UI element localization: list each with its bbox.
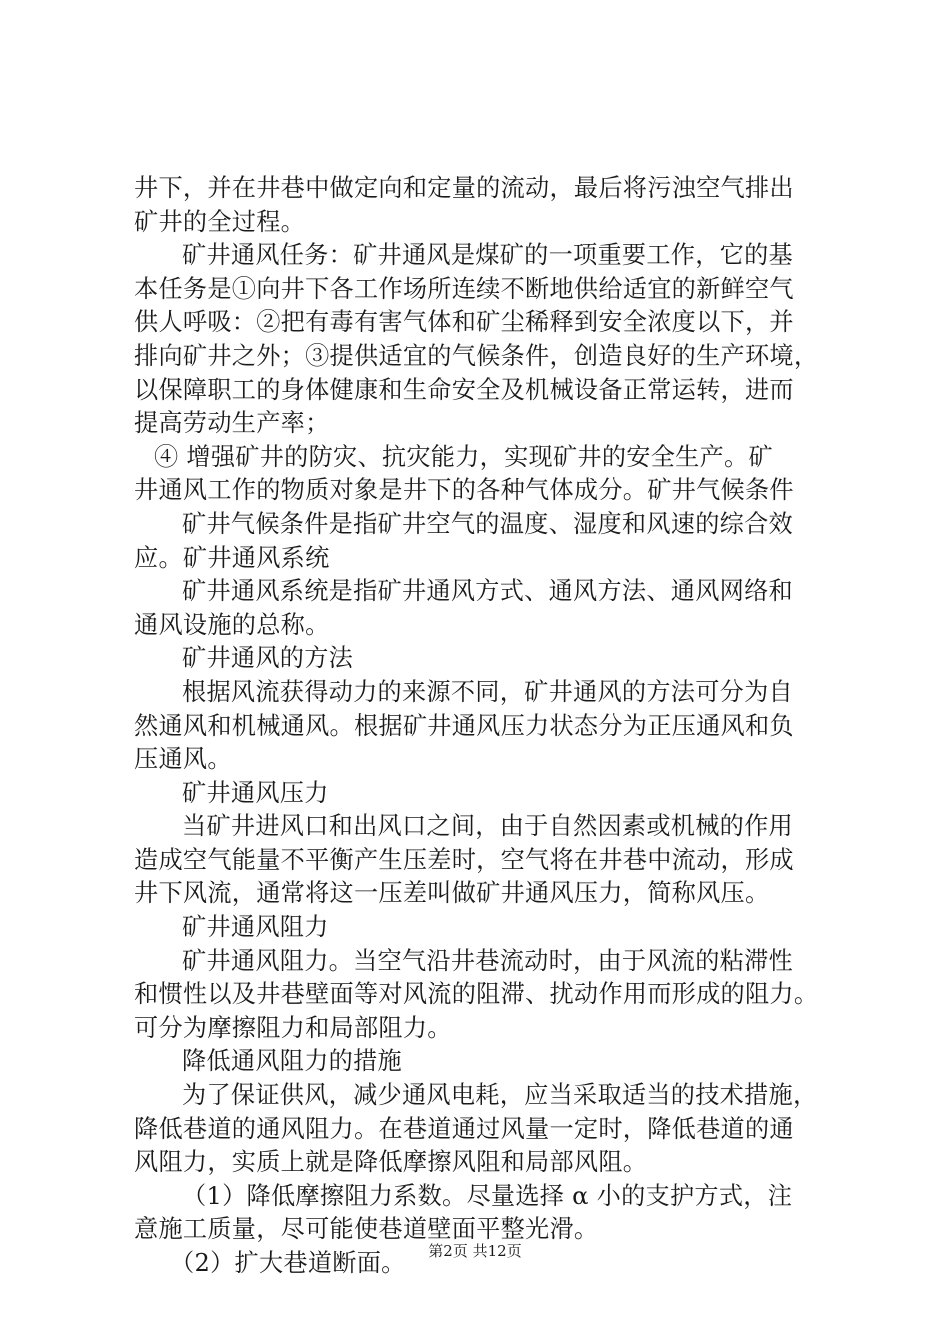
text-line: 风阻力，实质上就是降低摩擦风阻和局部风阻。 [134, 1148, 648, 1177]
text-line: 以保障职工的身体健康和生命安全及机械设备正常运转，进而 [134, 375, 794, 404]
text-line: 可分为摩擦阻力和局部阻力。 [134, 1013, 452, 1042]
text-line: 通风设施的总称。 [134, 610, 330, 639]
text-line: 应。矿井通风系统 [134, 543, 330, 572]
page-footer [0, 1240, 950, 1261]
text-line: 矿井气候条件是指矿井空气的温度、湿度和风速的综合效 [182, 509, 793, 538]
text-line: 根据风流获得动力的来源不同，矿井通风的方法可分为自 [182, 677, 793, 706]
text-line: 然通风和机械通风。根据矿井通风压力状态分为正压通风和负 [134, 711, 794, 740]
page-body [134, 172, 830, 1281]
text-line: （2）扩大巷道断面。 [170, 1249, 406, 1277]
text-line: ④ 增强矿井的防灾、抗灾能力，实现矿井的安全生产。矿 [154, 442, 773, 471]
text-line: 为了保证供风，减少通风电耗，应当采取适当的技术措施， [182, 1081, 818, 1110]
text-line: 降低巷道的通风阻力。在巷道通过风量一定时，降低巷道的通 [134, 1114, 794, 1143]
text-line: 井下，并在井巷中做定向和定量的流动，最后将污浊空气排出 [134, 174, 794, 202]
text-line: 井通风工作的物质对象是井下的各种气体成分。矿井气候条件 [134, 476, 794, 505]
text-line: 降低通风阻力的措施 [182, 1047, 402, 1076]
text-line: 压通风。 [134, 745, 232, 774]
text-line: 当矿井进风口和出风口之间，由于自然因素或机械的作用 [182, 812, 793, 841]
text-line: 矿井通风的方法 [182, 644, 354, 673]
text-line: 供人呼吸：②把有毒有害气体和矿尘稀释到安全浓度以下，并 [134, 308, 794, 337]
text-line: 矿井通风阻力。当空气沿井巷流动时，由于风流的粘滞性 [182, 946, 793, 975]
text-line: 矿井的全过程。 [134, 207, 306, 236]
page-number: 第2页 共12页 [428, 1242, 522, 1260]
text-line: 意施工质量，尽可能使巷道壁面平整光滑。 [134, 1215, 599, 1244]
text-line: 本任务是①向井下各工作场所连续不断地供给适宜的新鲜空气 [134, 274, 794, 303]
text-line: 矿井通风任务：矿井通风是煤矿的一项重要工作，它的基 [182, 241, 793, 270]
text-line: 造成空气能量不平衡产生压差时，空气将在井巷中流动，形成 [134, 845, 794, 874]
text-line: 矿井通风压力 [182, 778, 329, 807]
text-line: 和惯性以及井巷壁面等对风流的阻滞、扰动作用而形成的阻力。 [134, 980, 819, 1009]
text-line: 排向矿井之外；③提供适宜的气候条件，创造良好的生产环境， [134, 341, 819, 370]
text-line: 井下风流，通常将这一压差叫做矿井通风压力，简称风压。 [134, 879, 770, 908]
text-line: 提高劳动生产率； [134, 409, 330, 438]
text-line: （1）降低摩擦阻力系数。尽量选择 α 小的支护方式，注 [182, 1181, 793, 1210]
text-line: 矿井通风阻力 [182, 913, 329, 942]
text-line: 矿井通风系统是指矿井通风方式、通风方法、通风网络和 [182, 577, 793, 606]
